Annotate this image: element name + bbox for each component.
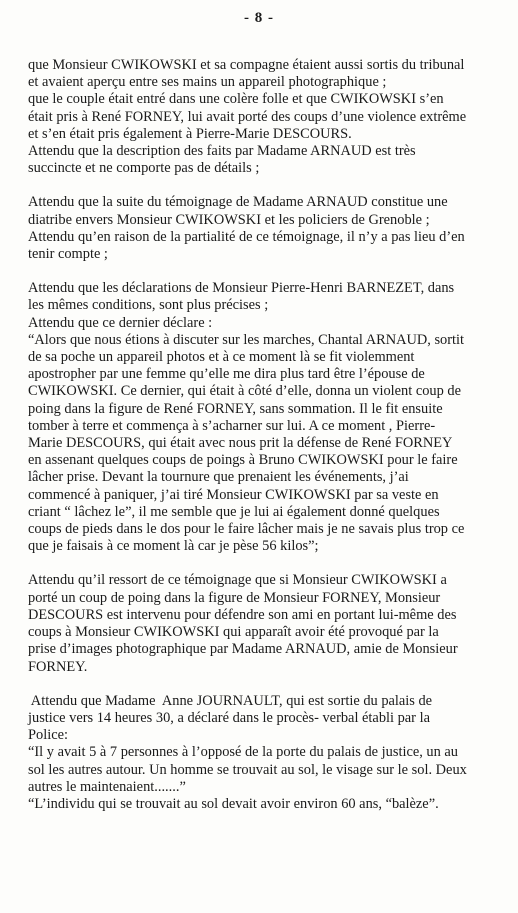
text-line: Attendu qu’il ressort de ce témoignage que si Monsieur CWIKOWSKI a (28, 572, 447, 589)
text-line: en assenant quelques coups de poings à Bruno CWIKOWSKI pour le faire (28, 452, 458, 469)
text-line: était pris à René FORNEY, lui avait porté des coups d’une violence extrême (28, 108, 467, 125)
text-line: justice vers 14 heures 30, a déclaré dans le procès- verbal établi par la (28, 709, 430, 726)
document-body (28, 57, 498, 813)
text-line: tomber à terre et commença à s’acharner sur lui. A ce moment , Pierre- (28, 417, 436, 434)
text-line: et avaient aperçu entre ses mains un appareil photographique ; (28, 74, 387, 91)
text-line: les mêmes conditions, sont plus précises ; (28, 297, 269, 314)
paragraph-3 (28, 280, 498, 555)
text-line: Attendu qu’en raison de la partialité de ce témoignage, il n’y a pas lieu d’en (28, 228, 465, 245)
paragraph-1 (28, 57, 498, 177)
text-line: FORNEY. (28, 658, 88, 675)
text-line: porté un coup de poing dans la figure de Monsieur FORNEY, Monsieur (28, 589, 441, 606)
paragraph-4 (28, 572, 498, 675)
text-line: criant “ lâchez le”, il me semble que je lui ai également donné quelques (28, 503, 440, 520)
text-line: lâcher prise. Devant la tournure que prenaient les événements, j’ai (28, 469, 409, 486)
text-line: “Alors que nous étions à discuter sur les marches, Chantal ARNAUD, sortit (28, 331, 465, 348)
text-line: et s’en était pris également à Pierre-Marie DESCOURS. (28, 125, 352, 142)
text-line: Attendu que ce dernier déclare : (28, 314, 213, 331)
paragraph-gap (28, 676, 498, 693)
text-line: “L’individu qui se trouvait au sol devait avoir environ 60 ans, “balèze”. (28, 795, 439, 812)
text-line: DESCOURS est intervenu pour défendre son ami en portant lui-même des (28, 606, 457, 623)
paragraph-gap (28, 555, 498, 572)
text-line: Attendu que Madame Anne JOURNAULT, qui est sortie du palais de (28, 692, 433, 709)
text-line: de sa poche un appareil photos et à ce moment là se fit violemment (28, 349, 415, 366)
paragraph-5 (28, 693, 498, 813)
text-line: sol les autres autour. Un homme se trouvait au sol, le visage sur le sol. Deux (28, 761, 467, 778)
text-line: Attendu que la description des faits par Madame ARNAUD est très (28, 143, 416, 160)
text-line: commencé à paniquer, j’ai tiré Monsieur CWIKOWSKI par sa veste en (28, 486, 439, 503)
text-line: que Monsieur CWIKOWSKI et sa compagne étaient aussi sortis du tribunal (28, 57, 465, 73)
text-line: succincte et ne comporte pas de détails ; (28, 160, 260, 177)
text-line: Police: (28, 727, 68, 744)
text-line: CWIKOWSKI. Ce dernier, qui était à côté d’elle, donna un violent coup de (28, 383, 462, 400)
text-line: apostropher par une femme qu’elle me dira plus tard être l’épouse de (28, 366, 425, 383)
text-line: Attendu que la suite du témoignage de Madame ARNAUD constitue une (28, 194, 448, 211)
paragraph-2 (28, 194, 498, 263)
text-line: autres le maintenaient.......” (28, 778, 186, 795)
text-line: coups de pieds dans le dos pour le faire lâcher mais je ne savais plus trop ce (28, 521, 465, 538)
text-line: “Il y avait 5 à 7 personnes à l’opposé de la porte du palais de justice, un au (28, 744, 458, 761)
paragraph-gap (28, 263, 498, 280)
text-line: poing dans la figure de René FORNEY, sans sommation. Il le fit ensuite (28, 400, 443, 417)
text-line: diatribe envers Monsieur CWIKOWSKI et les policiers de Grenoble ; (28, 211, 430, 228)
text-line: Attendu que les déclarations de Monsieur Pierre-Henri BARNEZET, dans (28, 280, 455, 297)
text-line: que le couple était entré dans une colère folle et que CWIKOWSKI s’en (28, 91, 444, 108)
text-line: que je faisais à ce moment là car je pèse 56 kilos”; (28, 538, 319, 555)
text-line: coups à Monsieur CWIKOWSKI qui apparaît avoir été provoqué par la (28, 624, 439, 641)
page-number: - 8 - (244, 10, 274, 26)
text-line: prise d’images photographique par Madame ARNAUD, amie de Monsieur (28, 641, 458, 658)
text-line: tenir compte ; (28, 246, 108, 263)
paragraph-gap (28, 177, 498, 194)
text-line: Marie DESCOURS, qui était avec nous prit la défense de René FORNEY (28, 435, 453, 452)
